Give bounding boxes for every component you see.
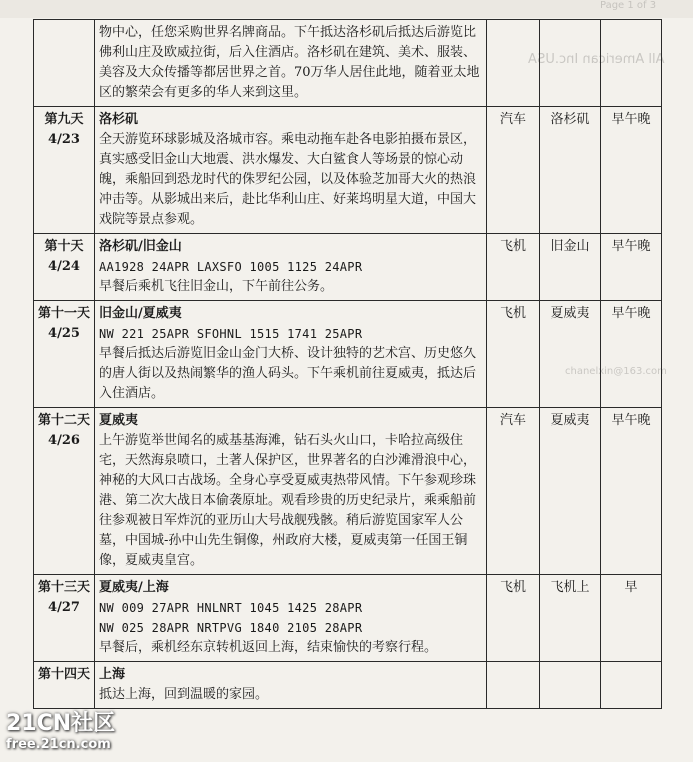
itinerary-description: 早餐后，乘机经东京转机返回上海，结束愉快的考察行程。 (99, 640, 438, 655)
hotel-cell: 夏威夷 (540, 301, 601, 408)
meals-cell (601, 20, 662, 107)
meals-cell: 早午晚 (601, 301, 662, 408)
transport-cell: 汽车 (487, 408, 540, 575)
day-label: 第十天 (44, 239, 84, 254)
meals-cell (601, 662, 662, 709)
route-title: 夏威夷 (99, 413, 139, 428)
itinerary-row (34, 301, 662, 408)
day-label: 第九天 (44, 112, 84, 127)
watermark (6, 712, 115, 754)
itinerary-cell (95, 408, 487, 575)
flight-info: AA1928 24APR LAXSFO 1005 1125 24APR (99, 260, 363, 274)
itinerary-cell (95, 20, 487, 107)
day-date: 4/23 (48, 132, 80, 147)
itinerary-description: 物中心，任您采购世界名牌商品。下午抵达洛杉矶后抵达后游览比佛利山庄及欧威拉街，后入住酒店。洛杉矶在建筑、美术、服装、美容及大众传播等都居世界之首。70万华人居住此地，随着亚太地区的繁荣会有更多的华人来到这里。 (99, 25, 480, 100)
itinerary-description: 抵达上海，回到温暖的家园。 (99, 687, 269, 702)
itinerary-table (33, 19, 662, 709)
transport-cell: 飞机 (487, 234, 540, 301)
day-date: 4/26 (48, 433, 80, 448)
itinerary-cell (95, 662, 487, 709)
itinerary-row (34, 662, 662, 709)
meals-cell: 早午晚 (601, 408, 662, 575)
itinerary-row (34, 107, 662, 234)
transport-cell: 汽车 (487, 107, 540, 234)
itinerary-cell (95, 107, 487, 234)
hotel-cell: 飞机上 (540, 575, 601, 662)
route-title: 夏威夷/上海 (99, 580, 169, 595)
flight-info: NW 025 28APR NRTPVG 1840 2105 28APR (99, 621, 363, 635)
itinerary-row (34, 408, 662, 575)
watermark-logo-text: 21CN社区 (6, 711, 116, 736)
hotel-cell: 旧金山 (540, 234, 601, 301)
meals-cell: 早午晚 (601, 107, 662, 234)
day-cell (34, 662, 95, 709)
day-cell (34, 301, 95, 408)
flight-info: NW 221 25APR SFOHNL 1515 1741 25APR (99, 327, 363, 341)
hotel-cell (540, 20, 601, 107)
bleed-through-company: All American Inc.USA (528, 52, 665, 67)
route-title: 上海 (99, 667, 126, 682)
itinerary-description: 上午游览举世闻名的威基基海滩，钻石头火山口，卡哈拉高级住宅，天然海泉喷口，土著人保护区，世界著名的白沙滩滑浪中心，神秘的大风口古战场。全身心享受夏威夷热带风情。下午参观珍珠港、第二次大战日本偷袭原址。观看珍贵的历史纪录片，乘乘船前往参观被日军炸沉的亚历山大号战舰残骸。稍后游览国家军人公墓，中国城-孙中山先生铜像，州政府大楼，夏威夷第一任国王铜像，夏威夷皇宫。 (99, 433, 477, 568)
itinerary-row (34, 575, 662, 662)
hotel-cell: 洛杉矶 (540, 107, 601, 234)
day-date: 4/24 (48, 259, 80, 274)
day-cell (34, 107, 95, 234)
day-cell (34, 234, 95, 301)
watermark-url: free.21cn.com (6, 737, 111, 752)
day-label: 第十三天 (38, 580, 91, 595)
bleed-through-header: Page 1 of 3 (600, 0, 657, 11)
itinerary-row (34, 234, 662, 301)
itinerary-cell (95, 234, 487, 301)
day-label: 第十一天 (38, 306, 91, 321)
day-label: 第十二天 (38, 413, 91, 428)
route-title: 洛杉矶 (99, 112, 139, 127)
day-date: 4/25 (48, 326, 80, 341)
transport-cell: 飞机 (487, 575, 540, 662)
day-cell (34, 408, 95, 575)
route-title: 旧金山/夏威夷 (99, 306, 182, 321)
itinerary-row (34, 20, 662, 107)
flight-info: NW 009 27APR HNLNRT 1045 1425 28APR (99, 601, 363, 615)
bleed-through-email: chanelxin@163.com (565, 366, 667, 377)
itinerary-description: 全天游览环球影城及洛城市容。乘电动拖车赴各电影拍摄布景区，真实感受旧金山大地震、洪水爆发、大白鲨食人等场景的惊心动魄，乘船回到恐龙时代的侏罗纪公园，以及体验芝加哥大火的热浪冲击等。从影城出来后，赴比华利山庄、好莱坞明星大道，中国大戏院等景点参观。 (99, 132, 477, 227)
transport-cell (487, 662, 540, 709)
itinerary-description: 早餐后抵达后游览旧金山金门大桥、设计独特的艺术宫、历史悠久的唐人街以及热闹繁华的渔人码头。下午乘机前往夏威夷，抵达后入住酒店。 (99, 346, 477, 401)
meals-cell: 早 (601, 575, 662, 662)
itinerary-cell (95, 575, 487, 662)
transport-cell (487, 20, 540, 107)
day-label: 第十四天 (38, 667, 91, 682)
day-cell (34, 575, 95, 662)
day-date: 4/27 (48, 600, 80, 615)
transport-cell: 飞机 (487, 301, 540, 408)
page-top-strip (0, 0, 693, 18)
itinerary-description: 早餐后乘机飞往旧金山，下午前往公务。 (99, 279, 334, 294)
hotel-cell: 夏威夷 (540, 408, 601, 575)
meals-cell: 早午晚 (601, 234, 662, 301)
itinerary-cell (95, 301, 487, 408)
hotel-cell (540, 662, 601, 709)
day-cell (34, 20, 95, 107)
route-title: 洛杉矶/旧金山 (99, 239, 182, 254)
